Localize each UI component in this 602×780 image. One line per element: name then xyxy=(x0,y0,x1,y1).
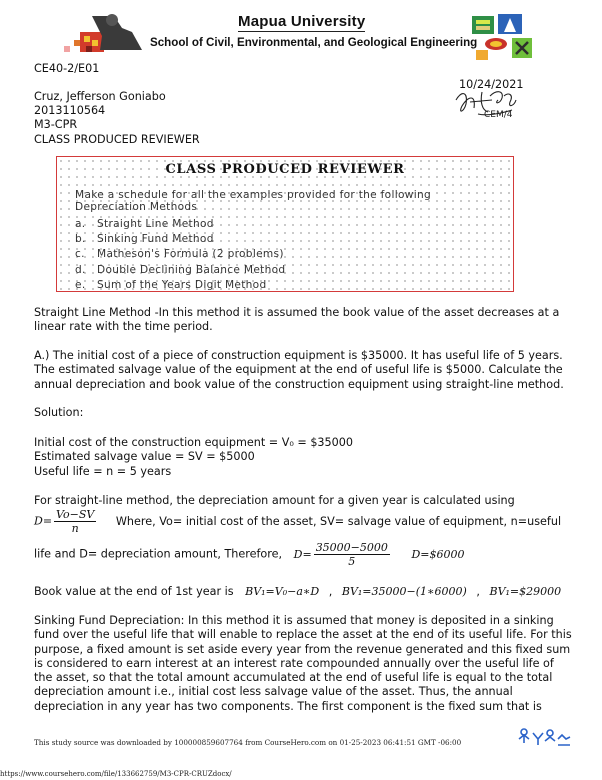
formula-row xyxy=(34,508,574,535)
calc-lhs: D= xyxy=(293,547,312,561)
coursehero-logo-icon xyxy=(518,727,572,749)
straight-line-intro: Straight Line Method -In this method it is assumed the book value of the asset decreases at a linear rate with the time period. xyxy=(34,306,560,334)
calc-numerator: 35000−5000 xyxy=(315,541,388,554)
reviewer-title: CLASS PRODUCED REVIEWER xyxy=(165,162,405,177)
author-name: Cruz, Jefferson Goniabo xyxy=(34,90,166,103)
list-item: c. Matheson's Formula (2 problems) xyxy=(75,248,284,261)
course-code: CE40-2/E01 xyxy=(34,62,100,75)
calc-fraction xyxy=(314,541,390,568)
formula-numerator: Vo−SV xyxy=(56,508,95,521)
signature-icon xyxy=(452,86,522,120)
reviewer-intro: Make a schedule for all the examples provided for the following Depreciation Methods xyxy=(75,189,431,213)
list-item: b. Sinking Fund Method xyxy=(75,233,214,246)
where-text: Where, Vo= initial cost of the asset, SV= salvage value of equipment, n=useful xyxy=(115,514,562,528)
formula-fraction xyxy=(54,508,96,535)
student-number: 2013110564 xyxy=(34,104,106,118)
problem-statement: A.) The initial cost of a piece of construction equipment is $35000. It has useful life of 5 years. The estimated salvage value of the equipment at the end of useful life is $5000. Calculate the annual depreciation and book value of the construction equipment using straight-line method. xyxy=(34,349,564,391)
document-date: 10/24/2021 xyxy=(459,78,524,91)
svg-text:CEM/4: CEM/4 xyxy=(484,110,513,120)
calc-denominator: 5 xyxy=(348,555,356,568)
given-initial-cost: Initial cost of the construction equipment = V₀ = $35000 xyxy=(34,436,354,449)
author-block xyxy=(34,90,200,147)
mapua-seal-icon xyxy=(62,10,152,55)
department-logos-icon xyxy=(470,14,542,62)
footer-source: This study source was downloaded by 100000859607764 from CourseHero.com on 01-25-2023 06:41:51 GMT -06:00 xyxy=(34,738,462,747)
book-value-row: Book value at the end of 1st year is BV₁=V₀−a∗D , BV₁=35000−(1∗6000) , BV₁=$29000 xyxy=(34,585,562,598)
list-item: a. Straight Line Method xyxy=(75,218,214,230)
list-item: e. Sum of the Years Digit Method xyxy=(75,278,267,291)
calc-result: D=$6000 xyxy=(411,547,465,561)
sinking-fund-paragraph: Sinking Fund Depreciation: In this method it is assumed that money is deposited in a sinking fund over the useful life that will enable to replace the asset at the end of its useful life. For this purpose, a fixed amount is set aside every year from the revenue generated and this fixed sum is considered to earn interest at an interest rate compounded annually over the useful life of the asset, so that the total amount accumulated at the end of useful life is equal to the total depreciation amount i.e., initial cost less salvage value of the asset. Thus, the annual depreciation in any year has two components. The first component is the fixed sum that is xyxy=(34,614,572,713)
solution-label: Solution: xyxy=(34,406,84,419)
document-title: CLASS PRODUCED REVIEWER xyxy=(34,132,200,146)
life-text: life and D= depreciation amount, Therefore, xyxy=(34,547,283,561)
given-salvage-value: Estimated salvage value = SV = $5000 xyxy=(34,450,255,464)
list-item: d. Double Declining Balance Method xyxy=(75,263,286,276)
university-title: Mapua University xyxy=(238,13,366,30)
school-title: School of Civil, Environmental, and Geological Engineering xyxy=(150,36,478,49)
given-useful-life: Useful life = n = 5 years xyxy=(34,464,172,478)
given-values xyxy=(34,436,570,479)
reviewer-box xyxy=(56,156,514,292)
calc-row xyxy=(34,541,574,568)
reviewer-list xyxy=(75,217,285,293)
formula-lhs: D= xyxy=(34,514,53,528)
section-code: M3-CPR xyxy=(34,118,78,132)
bv-result: BV₁=$29000 xyxy=(489,585,562,598)
formula-intro: For straight-line method, the depreciation amount for a given year is calculated using xyxy=(34,494,515,507)
formula-denominator: n xyxy=(71,522,79,535)
book-value-text: Book value at the end of 1st year is xyxy=(34,585,234,598)
bv-formula: BV₁=V₀−a∗D xyxy=(245,585,320,598)
footer-url: https://www.coursehero.com/file/133662759/M3-CPR-CRUZdocx/ xyxy=(0,770,232,778)
bv-substitution: BV₁=35000−(1∗6000) xyxy=(341,585,467,598)
